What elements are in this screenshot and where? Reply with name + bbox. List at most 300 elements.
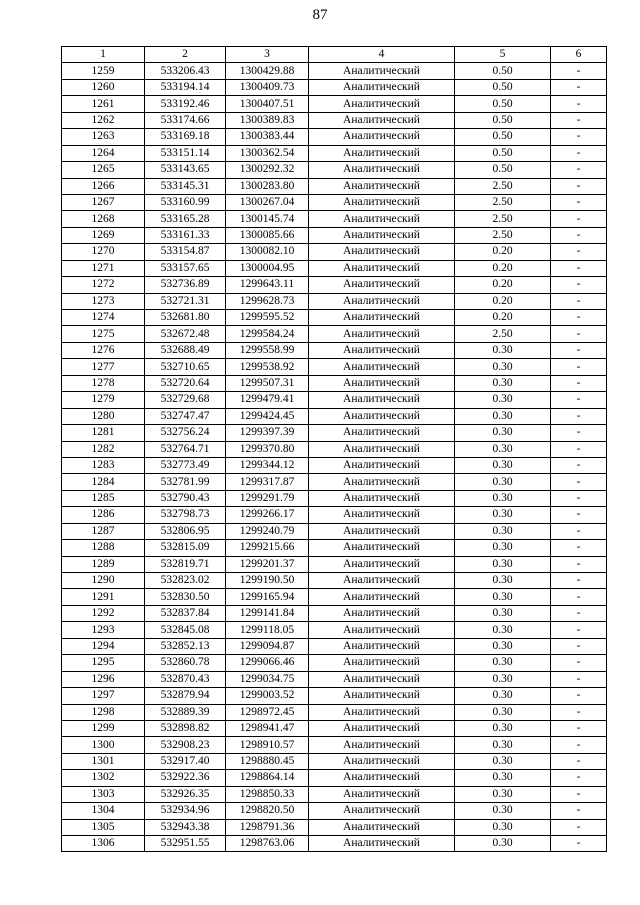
y-coordinate-cell: 1299266.17 bbox=[226, 507, 309, 523]
x-coordinate-cell: 532815.09 bbox=[145, 540, 226, 556]
table-row bbox=[62, 359, 607, 375]
point-number-cell: 1288 bbox=[62, 540, 145, 556]
table-row bbox=[62, 310, 607, 326]
method-cell: Аналитический bbox=[309, 293, 455, 309]
note-cell: - bbox=[551, 392, 607, 408]
table-row bbox=[62, 688, 607, 704]
note-cell: - bbox=[551, 737, 607, 753]
accuracy-cell: 0.20 bbox=[455, 310, 551, 326]
table-row bbox=[62, 737, 607, 753]
table-row bbox=[62, 819, 607, 835]
table-row bbox=[62, 720, 607, 736]
point-number-cell: 1296 bbox=[62, 671, 145, 687]
method-cell: Аналитический bbox=[309, 786, 455, 802]
y-coordinate-cell: 1300362.54 bbox=[226, 145, 309, 161]
point-number-cell: 1290 bbox=[62, 573, 145, 589]
y-coordinate-cell: 1299003.52 bbox=[226, 688, 309, 704]
point-number-cell: 1283 bbox=[62, 457, 145, 473]
table-row bbox=[62, 145, 607, 161]
x-coordinate-cell: 532852.13 bbox=[145, 638, 226, 654]
method-cell: Аналитический bbox=[309, 605, 455, 621]
method-cell: Аналитический bbox=[309, 770, 455, 786]
note-cell: - bbox=[551, 507, 607, 523]
table-row bbox=[62, 326, 607, 342]
method-cell: Аналитический bbox=[309, 392, 455, 408]
accuracy-cell: 0.50 bbox=[455, 79, 551, 95]
table-row bbox=[62, 655, 607, 671]
accuracy-cell: 0.30 bbox=[455, 803, 551, 819]
note-cell: - bbox=[551, 803, 607, 819]
x-coordinate-cell: 532917.40 bbox=[145, 753, 226, 769]
point-number-cell: 1284 bbox=[62, 474, 145, 490]
header-cell: 4 bbox=[309, 47, 455, 63]
x-coordinate-cell: 532747.47 bbox=[145, 408, 226, 424]
note-cell: - bbox=[551, 720, 607, 736]
point-number-cell: 1291 bbox=[62, 589, 145, 605]
method-cell: Аналитический bbox=[309, 244, 455, 260]
accuracy-cell: 0.30 bbox=[455, 556, 551, 572]
note-cell: - bbox=[551, 227, 607, 243]
note-cell: - bbox=[551, 556, 607, 572]
point-number-cell: 1298 bbox=[62, 704, 145, 720]
x-coordinate-cell: 533161.33 bbox=[145, 227, 226, 243]
method-cell: Аналитический bbox=[309, 507, 455, 523]
x-coordinate-cell: 533194.14 bbox=[145, 79, 226, 95]
accuracy-cell: 0.50 bbox=[455, 96, 551, 112]
method-cell: Аналитический bbox=[309, 655, 455, 671]
table-row bbox=[62, 605, 607, 621]
accuracy-cell: 2.50 bbox=[455, 211, 551, 227]
accuracy-cell: 0.30 bbox=[455, 441, 551, 457]
method-cell: Аналитический bbox=[309, 490, 455, 506]
header-cell: 5 bbox=[455, 47, 551, 63]
x-coordinate-cell: 533165.28 bbox=[145, 211, 226, 227]
point-number-cell: 1273 bbox=[62, 293, 145, 309]
accuracy-cell: 0.20 bbox=[455, 260, 551, 276]
table-row bbox=[62, 194, 607, 210]
note-cell: - bbox=[551, 671, 607, 687]
point-number-cell: 1293 bbox=[62, 622, 145, 638]
accuracy-cell: 0.30 bbox=[455, 688, 551, 704]
table-row bbox=[62, 408, 607, 424]
y-coordinate-cell: 1299118.05 bbox=[226, 622, 309, 638]
y-coordinate-cell: 1298763.06 bbox=[226, 836, 309, 852]
point-number-cell: 1301 bbox=[62, 753, 145, 769]
x-coordinate-cell: 532672.48 bbox=[145, 326, 226, 342]
y-coordinate-cell: 1298791.36 bbox=[226, 819, 309, 835]
accuracy-cell: 0.50 bbox=[455, 112, 551, 128]
x-coordinate-cell: 532688.49 bbox=[145, 342, 226, 358]
table-row bbox=[62, 244, 607, 260]
note-cell: - bbox=[551, 589, 607, 605]
method-cell: Аналитический bbox=[309, 63, 455, 79]
point-number-cell: 1289 bbox=[62, 556, 145, 572]
table-body bbox=[62, 63, 607, 852]
table-row bbox=[62, 112, 607, 128]
x-coordinate-cell: 533174.66 bbox=[145, 112, 226, 128]
point-number-cell: 1274 bbox=[62, 310, 145, 326]
method-cell: Аналитический bbox=[309, 836, 455, 852]
y-coordinate-cell: 1300383.44 bbox=[226, 129, 309, 145]
method-cell: Аналитический bbox=[309, 622, 455, 638]
method-cell: Аналитический bbox=[309, 162, 455, 178]
table-header bbox=[62, 47, 607, 63]
x-coordinate-cell: 532922.36 bbox=[145, 770, 226, 786]
note-cell: - bbox=[551, 342, 607, 358]
method-cell: Аналитический bbox=[309, 425, 455, 441]
point-number-cell: 1285 bbox=[62, 490, 145, 506]
accuracy-cell: 2.50 bbox=[455, 194, 551, 210]
point-number-cell: 1272 bbox=[62, 277, 145, 293]
method-cell: Аналитический bbox=[309, 737, 455, 753]
method-cell: Аналитический bbox=[309, 129, 455, 145]
x-coordinate-cell: 533206.43 bbox=[145, 63, 226, 79]
note-cell: - bbox=[551, 441, 607, 457]
x-coordinate-cell: 532926.35 bbox=[145, 786, 226, 802]
note-cell: - bbox=[551, 375, 607, 391]
x-coordinate-cell: 532837.84 bbox=[145, 605, 226, 621]
note-cell: - bbox=[551, 836, 607, 852]
accuracy-cell: 0.30 bbox=[455, 836, 551, 852]
note-cell: - bbox=[551, 194, 607, 210]
table-row bbox=[62, 474, 607, 490]
table-row bbox=[62, 211, 607, 227]
accuracy-cell: 0.30 bbox=[455, 819, 551, 835]
point-number-cell: 1306 bbox=[62, 836, 145, 852]
x-coordinate-cell: 532860.78 bbox=[145, 655, 226, 671]
method-cell: Аналитический bbox=[309, 638, 455, 654]
table-row bbox=[62, 392, 607, 408]
table-row bbox=[62, 573, 607, 589]
point-number-cell: 1265 bbox=[62, 162, 145, 178]
point-number-cell: 1299 bbox=[62, 720, 145, 736]
note-cell: - bbox=[551, 819, 607, 835]
x-coordinate-cell: 532951.55 bbox=[145, 836, 226, 852]
point-number-cell: 1266 bbox=[62, 178, 145, 194]
accuracy-cell: 0.30 bbox=[455, 770, 551, 786]
accuracy-cell: 0.30 bbox=[455, 490, 551, 506]
note-cell: - bbox=[551, 260, 607, 276]
y-coordinate-cell: 1300429.88 bbox=[226, 63, 309, 79]
point-number-cell: 1271 bbox=[62, 260, 145, 276]
table-row bbox=[62, 622, 607, 638]
table-row bbox=[62, 704, 607, 720]
x-coordinate-cell: 532798.73 bbox=[145, 507, 226, 523]
method-cell: Аналитический bbox=[309, 556, 455, 572]
accuracy-cell: 0.30 bbox=[455, 392, 551, 408]
table-row bbox=[62, 79, 607, 95]
point-number-cell: 1286 bbox=[62, 507, 145, 523]
method-cell: Аналитический bbox=[309, 671, 455, 687]
note-cell: - bbox=[551, 573, 607, 589]
method-cell: Аналитический bbox=[309, 688, 455, 704]
point-number-cell: 1294 bbox=[62, 638, 145, 654]
point-number-cell: 1305 bbox=[62, 819, 145, 835]
y-coordinate-cell: 1300407.51 bbox=[226, 96, 309, 112]
x-coordinate-cell: 532943.38 bbox=[145, 819, 226, 835]
accuracy-cell: 2.50 bbox=[455, 326, 551, 342]
note-cell: - bbox=[551, 96, 607, 112]
y-coordinate-cell: 1300267.04 bbox=[226, 194, 309, 210]
header-cell: 2 bbox=[145, 47, 226, 63]
method-cell: Аналитический bbox=[309, 178, 455, 194]
note-cell: - bbox=[551, 145, 607, 161]
header-cell: 3 bbox=[226, 47, 309, 63]
x-coordinate-cell: 532720.64 bbox=[145, 375, 226, 391]
coordinates-table bbox=[61, 46, 607, 852]
table-row bbox=[62, 671, 607, 687]
point-number-cell: 1260 bbox=[62, 79, 145, 95]
y-coordinate-cell: 1299370.80 bbox=[226, 441, 309, 457]
y-coordinate-cell: 1299190.50 bbox=[226, 573, 309, 589]
y-coordinate-cell: 1299141.84 bbox=[226, 605, 309, 621]
x-coordinate-cell: 533145.31 bbox=[145, 178, 226, 194]
note-cell: - bbox=[551, 359, 607, 375]
method-cell: Аналитический bbox=[309, 720, 455, 736]
note-cell: - bbox=[551, 63, 607, 79]
point-number-cell: 1269 bbox=[62, 227, 145, 243]
accuracy-cell: 0.30 bbox=[455, 589, 551, 605]
accuracy-cell: 0.50 bbox=[455, 129, 551, 145]
accuracy-cell: 0.50 bbox=[455, 162, 551, 178]
y-coordinate-cell: 1299291.79 bbox=[226, 490, 309, 506]
note-cell: - bbox=[551, 490, 607, 506]
accuracy-cell: 0.30 bbox=[455, 359, 551, 375]
accuracy-cell: 0.30 bbox=[455, 671, 551, 687]
accuracy-cell: 0.30 bbox=[455, 605, 551, 621]
point-number-cell: 1292 bbox=[62, 605, 145, 621]
note-cell: - bbox=[551, 655, 607, 671]
y-coordinate-cell: 1300283.80 bbox=[226, 178, 309, 194]
method-cell: Аналитический bbox=[309, 819, 455, 835]
header-cell: 1 bbox=[62, 47, 145, 63]
x-coordinate-cell: 532806.95 bbox=[145, 523, 226, 539]
method-cell: Аналитический bbox=[309, 359, 455, 375]
y-coordinate-cell: 1299628.73 bbox=[226, 293, 309, 309]
note-cell: - bbox=[551, 425, 607, 441]
table-row bbox=[62, 786, 607, 802]
accuracy-cell: 0.30 bbox=[455, 638, 551, 654]
accuracy-cell: 0.30 bbox=[455, 704, 551, 720]
table-row bbox=[62, 836, 607, 852]
accuracy-cell: 0.30 bbox=[455, 507, 551, 523]
x-coordinate-cell: 532889.39 bbox=[145, 704, 226, 720]
method-cell: Аналитический bbox=[309, 523, 455, 539]
header-cell: 6 bbox=[551, 47, 607, 63]
method-cell: Аналитический bbox=[309, 704, 455, 720]
method-cell: Аналитический bbox=[309, 753, 455, 769]
y-coordinate-cell: 1299538.92 bbox=[226, 359, 309, 375]
y-coordinate-cell: 1299240.79 bbox=[226, 523, 309, 539]
y-coordinate-cell: 1299397.39 bbox=[226, 425, 309, 441]
method-cell: Аналитический bbox=[309, 227, 455, 243]
y-coordinate-cell: 1300085.66 bbox=[226, 227, 309, 243]
x-coordinate-cell: 533160.99 bbox=[145, 194, 226, 210]
method-cell: Аналитический bbox=[309, 310, 455, 326]
table-row bbox=[62, 803, 607, 819]
method-cell: Аналитический bbox=[309, 474, 455, 490]
page-number: 87 bbox=[312, 7, 328, 23]
method-cell: Аналитический bbox=[309, 79, 455, 95]
note-cell: - bbox=[551, 408, 607, 424]
table-row bbox=[62, 425, 607, 441]
note-cell: - bbox=[551, 605, 607, 621]
point-number-cell: 1262 bbox=[62, 112, 145, 128]
point-number-cell: 1276 bbox=[62, 342, 145, 358]
point-number-cell: 1261 bbox=[62, 96, 145, 112]
point-number-cell: 1295 bbox=[62, 655, 145, 671]
point-number-cell: 1280 bbox=[62, 408, 145, 424]
accuracy-cell: 0.30 bbox=[455, 425, 551, 441]
note-cell: - bbox=[551, 688, 607, 704]
method-cell: Аналитический bbox=[309, 326, 455, 342]
table-row bbox=[62, 277, 607, 293]
point-number-cell: 1275 bbox=[62, 326, 145, 342]
x-coordinate-cell: 532823.02 bbox=[145, 573, 226, 589]
y-coordinate-cell: 1299201.37 bbox=[226, 556, 309, 572]
note-cell: - bbox=[551, 704, 607, 720]
accuracy-cell: 0.30 bbox=[455, 523, 551, 539]
accuracy-cell: 0.30 bbox=[455, 737, 551, 753]
table-row bbox=[62, 556, 607, 572]
accuracy-cell: 0.20 bbox=[455, 293, 551, 309]
method-cell: Аналитический bbox=[309, 540, 455, 556]
x-coordinate-cell: 532764.71 bbox=[145, 441, 226, 457]
table-row bbox=[62, 129, 607, 145]
accuracy-cell: 0.20 bbox=[455, 244, 551, 260]
point-number-cell: 1302 bbox=[62, 770, 145, 786]
note-cell: - bbox=[551, 79, 607, 95]
y-coordinate-cell: 1300082.10 bbox=[226, 244, 309, 260]
accuracy-cell: 0.50 bbox=[455, 63, 551, 79]
y-coordinate-cell: 1298972.45 bbox=[226, 704, 309, 720]
table-row bbox=[62, 457, 607, 473]
note-cell: - bbox=[551, 178, 607, 194]
accuracy-cell: 0.30 bbox=[455, 342, 551, 358]
y-coordinate-cell: 1298941.47 bbox=[226, 720, 309, 736]
x-coordinate-cell: 533192.46 bbox=[145, 96, 226, 112]
note-cell: - bbox=[551, 457, 607, 473]
x-coordinate-cell: 532756.24 bbox=[145, 425, 226, 441]
x-coordinate-cell: 532879.94 bbox=[145, 688, 226, 704]
x-coordinate-cell: 532710.65 bbox=[145, 359, 226, 375]
method-cell: Аналитический bbox=[309, 408, 455, 424]
point-number-cell: 1297 bbox=[62, 688, 145, 704]
accuracy-cell: 0.30 bbox=[455, 655, 551, 671]
y-coordinate-cell: 1299344.12 bbox=[226, 457, 309, 473]
accuracy-cell: 0.30 bbox=[455, 720, 551, 736]
y-coordinate-cell: 1298880.45 bbox=[226, 753, 309, 769]
point-number-cell: 1264 bbox=[62, 145, 145, 161]
note-cell: - bbox=[551, 474, 607, 490]
y-coordinate-cell: 1299424.45 bbox=[226, 408, 309, 424]
point-number-cell: 1300 bbox=[62, 737, 145, 753]
y-coordinate-cell: 1300409.73 bbox=[226, 79, 309, 95]
note-cell: - bbox=[551, 293, 607, 309]
y-coordinate-cell: 1300292.32 bbox=[226, 162, 309, 178]
y-coordinate-cell: 1299317.87 bbox=[226, 474, 309, 490]
table-row bbox=[62, 260, 607, 276]
y-coordinate-cell: 1298864.14 bbox=[226, 770, 309, 786]
y-coordinate-cell: 1298910.57 bbox=[226, 737, 309, 753]
note-cell: - bbox=[551, 326, 607, 342]
x-coordinate-cell: 532898.82 bbox=[145, 720, 226, 736]
accuracy-cell: 0.30 bbox=[455, 786, 551, 802]
method-cell: Аналитический bbox=[309, 194, 455, 210]
accuracy-cell: 0.30 bbox=[455, 540, 551, 556]
table-row bbox=[62, 293, 607, 309]
note-cell: - bbox=[551, 244, 607, 260]
note-cell: - bbox=[551, 310, 607, 326]
point-number-cell: 1281 bbox=[62, 425, 145, 441]
x-coordinate-cell: 533154.87 bbox=[145, 244, 226, 260]
accuracy-cell: 0.30 bbox=[455, 753, 551, 769]
method-cell: Аналитический bbox=[309, 573, 455, 589]
y-coordinate-cell: 1299066.46 bbox=[226, 655, 309, 671]
table-row bbox=[62, 770, 607, 786]
y-coordinate-cell: 1299595.52 bbox=[226, 310, 309, 326]
table-row bbox=[62, 523, 607, 539]
x-coordinate-cell: 533151.14 bbox=[145, 145, 226, 161]
table-row bbox=[62, 96, 607, 112]
table-row bbox=[62, 342, 607, 358]
accuracy-cell: 0.30 bbox=[455, 474, 551, 490]
method-cell: Аналитический bbox=[309, 260, 455, 276]
table-row bbox=[62, 63, 607, 79]
point-number-cell: 1278 bbox=[62, 375, 145, 391]
point-number-cell: 1279 bbox=[62, 392, 145, 408]
x-coordinate-cell: 532790.43 bbox=[145, 490, 226, 506]
note-cell: - bbox=[551, 786, 607, 802]
accuracy-cell: 0.30 bbox=[455, 408, 551, 424]
method-cell: Аналитический bbox=[309, 211, 455, 227]
table-row bbox=[62, 375, 607, 391]
y-coordinate-cell: 1299094.87 bbox=[226, 638, 309, 654]
y-coordinate-cell: 1299479.41 bbox=[226, 392, 309, 408]
point-number-cell: 1303 bbox=[62, 786, 145, 802]
y-coordinate-cell: 1299507.31 bbox=[226, 375, 309, 391]
y-coordinate-cell: 1299643.11 bbox=[226, 277, 309, 293]
x-coordinate-cell: 532681.80 bbox=[145, 310, 226, 326]
x-coordinate-cell: 533143.65 bbox=[145, 162, 226, 178]
point-number-cell: 1267 bbox=[62, 194, 145, 210]
note-cell: - bbox=[551, 540, 607, 556]
y-coordinate-cell: 1299165.94 bbox=[226, 589, 309, 605]
accuracy-cell: 0.30 bbox=[455, 622, 551, 638]
table-row bbox=[62, 162, 607, 178]
table-row bbox=[62, 178, 607, 194]
x-coordinate-cell: 532870.43 bbox=[145, 671, 226, 687]
x-coordinate-cell: 533157.65 bbox=[145, 260, 226, 276]
accuracy-cell: 2.50 bbox=[455, 227, 551, 243]
point-number-cell: 1282 bbox=[62, 441, 145, 457]
accuracy-cell: 2.50 bbox=[455, 178, 551, 194]
table-row bbox=[62, 589, 607, 605]
note-cell: - bbox=[551, 753, 607, 769]
x-coordinate-cell: 532819.71 bbox=[145, 556, 226, 572]
accuracy-cell: 0.30 bbox=[455, 457, 551, 473]
method-cell: Аналитический bbox=[309, 457, 455, 473]
y-coordinate-cell: 1299034.75 bbox=[226, 671, 309, 687]
point-number-cell: 1277 bbox=[62, 359, 145, 375]
accuracy-cell: 0.20 bbox=[455, 277, 551, 293]
note-cell: - bbox=[551, 277, 607, 293]
x-coordinate-cell: 532908.23 bbox=[145, 737, 226, 753]
x-coordinate-cell: 532729.68 bbox=[145, 392, 226, 408]
x-coordinate-cell: 532845.08 bbox=[145, 622, 226, 638]
method-cell: Аналитический bbox=[309, 375, 455, 391]
x-coordinate-cell: 532934.96 bbox=[145, 803, 226, 819]
